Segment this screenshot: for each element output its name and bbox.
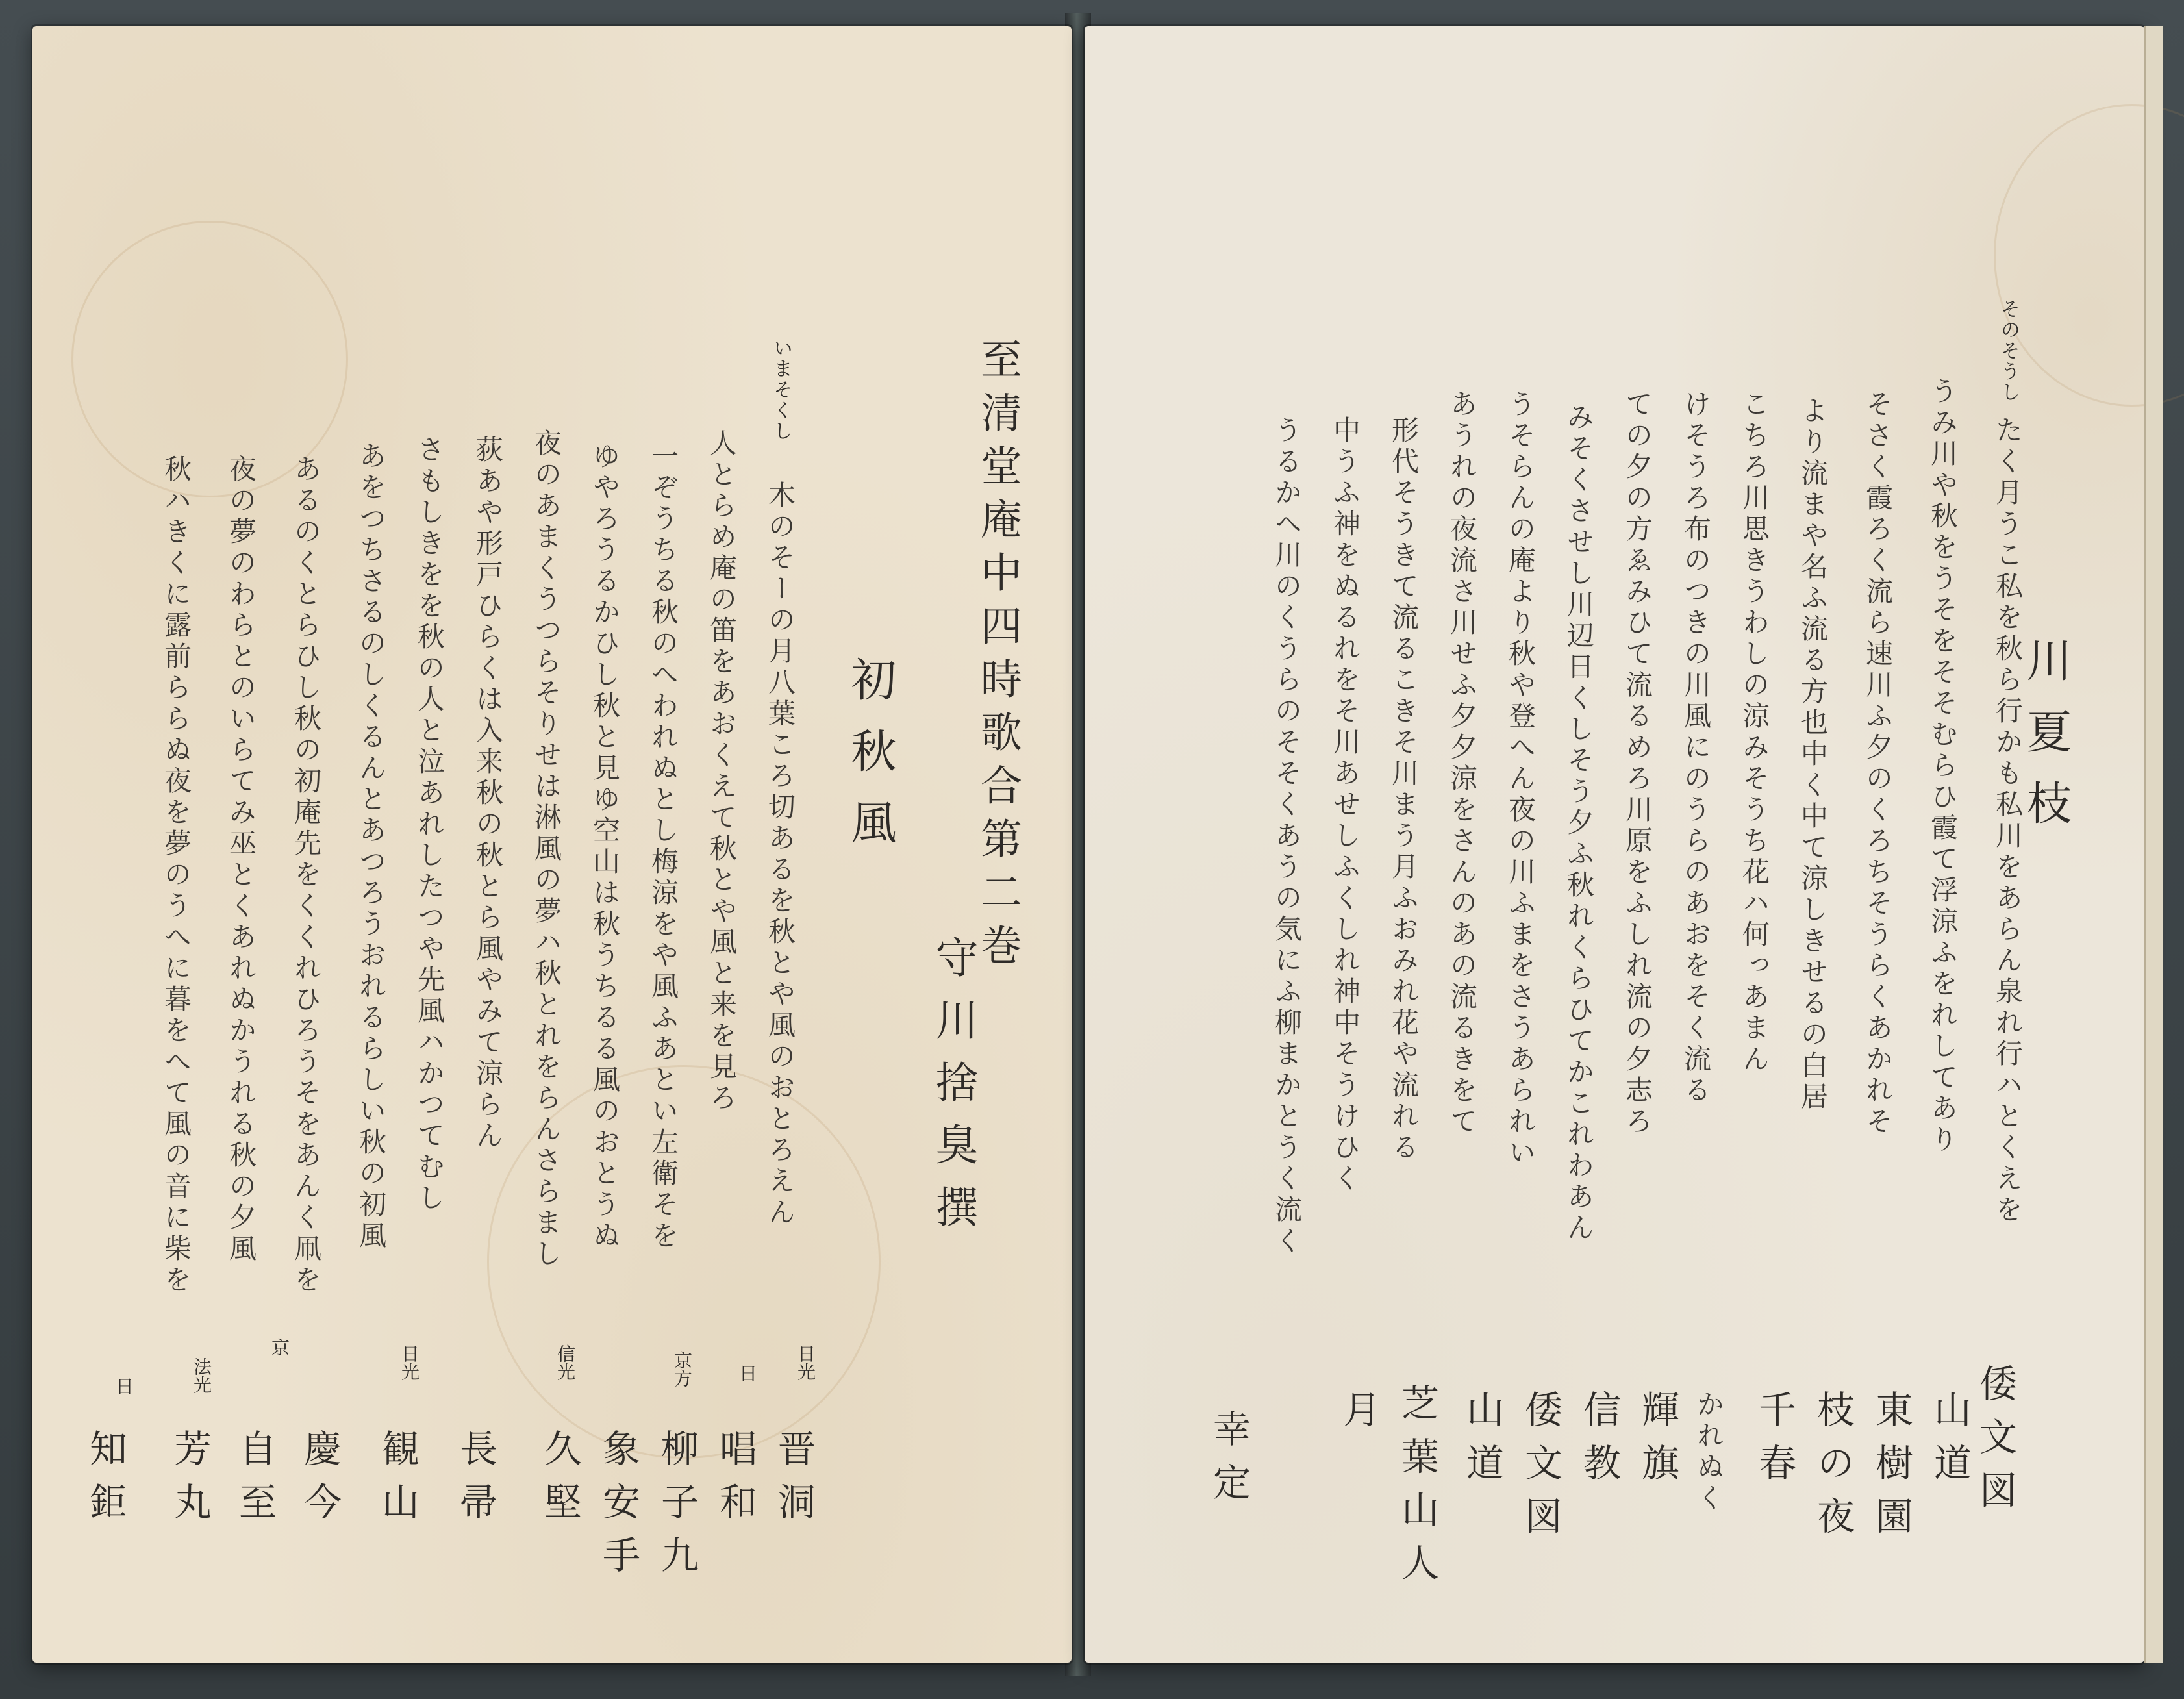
- page-edge-strip: [2144, 26, 2163, 1663]
- poet-name: 芝葉山人: [1395, 1383, 1439, 1596]
- poem-text: 中うふ神をぬるれをそ川あせしふくしれ神中そうけひく: [1329, 416, 1361, 1195]
- section-heading: 川夏枝: [2019, 636, 2072, 851]
- poem-text: 夜の夢のわらとのいらてみ巫とくあれぬかうれる秋の夕風: [225, 455, 257, 1265]
- poem-text: 形代そうきて流るこきそ川まう月ふおみれ花や流れる: [1388, 416, 1420, 1164]
- poet-note: 京: [269, 1338, 290, 1356]
- poet-name: かれぬく: [1693, 1390, 1725, 1515]
- poet-name: 唱和: [713, 1429, 757, 1535]
- poem-marker: そのそうし: [1997, 299, 2020, 403]
- section-heading: 初秋風: [844, 656, 897, 870]
- poem-text: 荻あや形戸ひらくは入来秋の秋とら風やみて涼らん: [472, 435, 504, 1152]
- poet-name: 幸定: [1207, 1409, 1251, 1516]
- right-page: [1085, 26, 2144, 1663]
- poem-text: たく月うこ私を秋ら行かも私川をあらん泉れ行ハとくえを: [1992, 416, 2024, 1226]
- poem-text: 木のそーの月八葉ころ切あるを秋とや風のおとろえん: [764, 481, 796, 1229]
- poet-name: 信教: [1577, 1390, 1621, 1496]
- poet-name: 東樹園: [1869, 1390, 1913, 1550]
- poem-text: うそらんの庵より秋や登へん夜の川ふまをさうあられい: [1505, 390, 1537, 1169]
- left-page: [32, 26, 1072, 1663]
- poet-name: 観山: [375, 1429, 420, 1535]
- poet-note: 日: [113, 1377, 134, 1395]
- poet-name: 輝旗: [1635, 1390, 1679, 1496]
- poet-name: 芳丸: [168, 1429, 212, 1535]
- collection-title: 至清堂庵中四時歌合第二巻: [973, 338, 1022, 977]
- poet-name: 枝の夜: [1811, 1390, 1855, 1550]
- poet-name: 慶今: [297, 1429, 342, 1535]
- poet-name: 倭文図: [1973, 1364, 2017, 1524]
- poet-name: 山道: [1460, 1390, 1504, 1496]
- poet-note: 法光: [191, 1357, 212, 1394]
- poet-note: 日: [736, 1364, 758, 1382]
- compiler-name: 守川捨臭撰: [928, 935, 978, 1247]
- poet-note: 京方: [672, 1351, 693, 1387]
- poem-text: 人とらめ庵の笛をあおくえて秋とや風と来を見ろ: [706, 429, 738, 1114]
- poem-text: あうれの夜流さ川せふ夕夕涼をさんのあの流るきをて: [1446, 390, 1478, 1138]
- poem-text: ての夕の方ゑみひて流るめろ川原をふしれ流の夕志ろ: [1622, 390, 1653, 1138]
- poem-text: こちろ川思きうわしの涼みそうち花ハ何っあまん: [1738, 390, 1770, 1076]
- poem-text: そさく霞ろく流ら速川ふ夕のくろちそうらくあかれそ: [1862, 390, 1894, 1138]
- poet-name: 知鉅: [83, 1429, 127, 1535]
- poet-name: 月: [1337, 1390, 1381, 1443]
- poem-text: あをつちさるのしくるんとあつろうおれるらしい秋の初風: [355, 442, 387, 1252]
- poet-name: 柳子九: [655, 1429, 699, 1589]
- poet-name: 千春: [1752, 1390, 1796, 1496]
- poem-text: あるのくとらひし秋の初庵先をくくれひろうそをあんく凧を: [290, 455, 322, 1296]
- poem-text: うるかへ川のくうらのそそくあうの気にふ柳まかとうく流く: [1271, 416, 1303, 1257]
- poet-name: 長帚: [453, 1429, 497, 1535]
- poem-text: みそくさせし川辺日くしそう夕ふ秋れくらひてかこれわあん: [1563, 403, 1595, 1244]
- poet-note: 日光: [399, 1344, 420, 1381]
- poem-text: 秋ハきくに露前ららぬ夜を夢のうへに暮をへて風の音に柴を: [160, 455, 192, 1296]
- poem-text: うみ川や秋をうそをそそむらひ霞て浮涼ふをれしてあり: [1927, 377, 1959, 1156]
- poem-text: ゆやろうるかひし秋と見ゆ空山は秋うちるる風のおとうぬ: [589, 442, 621, 1252]
- poem-text: より流まや名ふ流る方也中く中て涼しきせるの白居: [1797, 396, 1829, 1113]
- poet-name: 久堅: [538, 1429, 582, 1535]
- poet-note: 日光: [795, 1344, 816, 1381]
- poet-note: 信光: [555, 1344, 576, 1381]
- poet-name: 晋洞: [772, 1429, 816, 1535]
- poem-marker: いまそくし: [770, 338, 792, 442]
- poet-name: 自至: [232, 1429, 277, 1535]
- poem-text: さもしきをを秋の人と泣あれしたつや先風ハかつてむし: [414, 435, 446, 1214]
- poet-name: 倭文図: [1518, 1390, 1563, 1550]
- poem-text: 夜のあまくうつらそりせは淋風の夢ハ秋とれをらんさらまし: [531, 429, 562, 1270]
- poem-text: 一ぞうちる秋のへわれぬとし梅涼をや風ふあとい左衛そを: [647, 442, 679, 1252]
- poet-name: 象安手: [596, 1429, 640, 1589]
- poet-name: 山道: [1927, 1390, 1972, 1496]
- poem-text: けそうろ布のつきの川風にのうらのあおをそく流る: [1680, 390, 1712, 1107]
